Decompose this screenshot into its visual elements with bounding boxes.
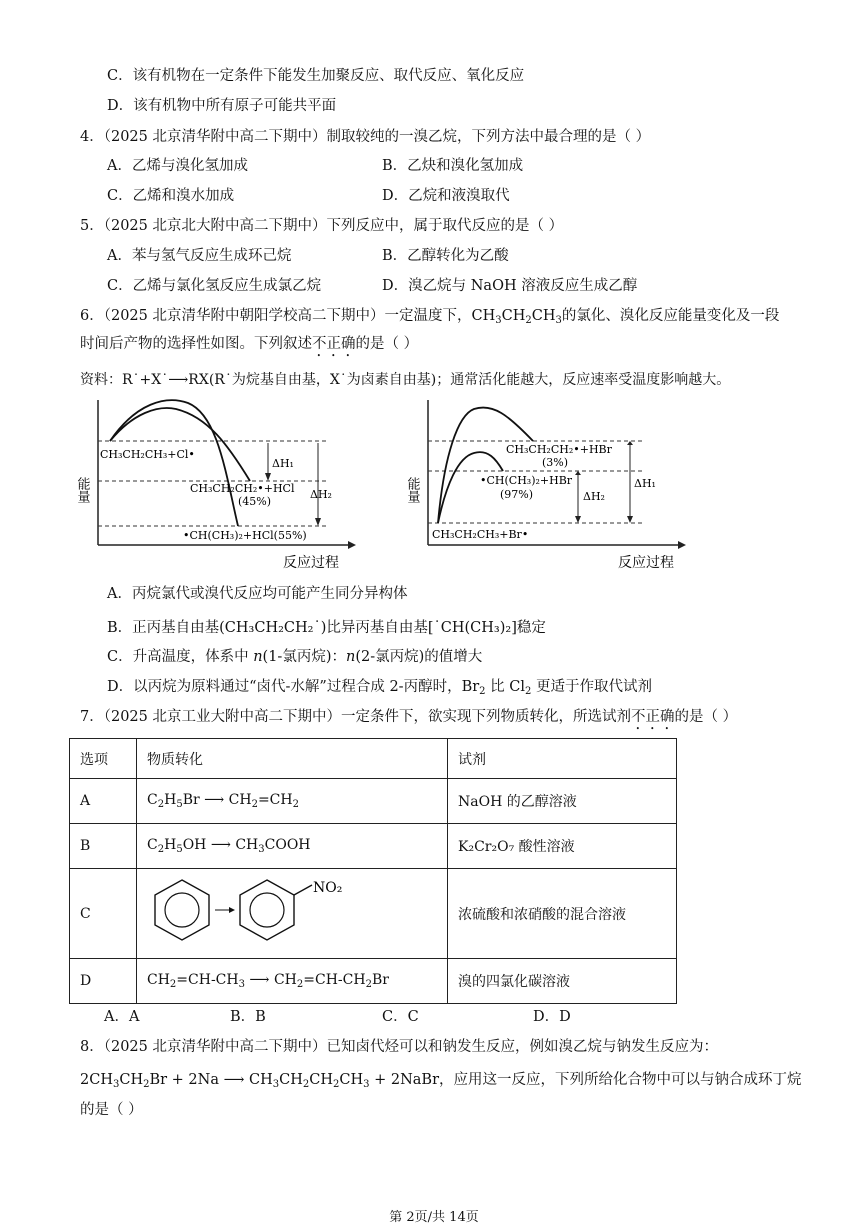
q3-option-d: D．该有机物中所有原子可能共平面	[107, 98, 337, 114]
table-header-option: 选项	[70, 739, 137, 779]
q8-stem-end: 的是（ ）	[80, 1102, 143, 1118]
table-header-reagent: 试剂	[448, 739, 677, 779]
energy-diagram-chlorination	[74, 395, 363, 575]
transform-c	[137, 869, 448, 959]
q4-option-a: A．乙烯与溴化氢加成	[107, 158, 248, 174]
page-footer: 第 2页/共 14页	[389, 1210, 479, 1225]
chart1-prod1-pct: (45%)	[238, 495, 272, 508]
transform-d: $CH_2=CH-CH_3$ ⟶ $CH_2=CH-CH_2Br$	[137, 959, 448, 1004]
q7-stem: 7．（2025 北京工业大附中高二下期中）一定条件下，欲实现下列物质转化，所选试剂不正确的是（ ）	[80, 709, 738, 725]
q5-option-d: D．溴乙烷与 NaOH 溶液反应生成乙醇	[382, 278, 638, 294]
transform-a: $C_2H_5Br$ ⟶ $CH_2=CH_2$	[137, 779, 448, 824]
q7-options-table	[69, 738, 677, 1004]
table-header-row	[70, 739, 677, 779]
q6-stem-line1: 6．（2025 北京清华附中朝阳学校高二下期中）一定温度下，$CH_3CH_2CH_3$的氯化、溴化反应能量变化及一段	[80, 308, 780, 326]
chart1-dh1: ΔH₁	[272, 457, 294, 470]
q6-option-a: A．丙烷氯代或溴代反应均可能产生同分异构体	[107, 586, 408, 602]
q8-equation: $2CH_3CH_2Br + 2Na$ ⟶ $CH_3CH_2CH_2CH_3$ + 2NaBr，应用这一反应，下列所给化合物中可以与钠合成环丁烷	[80, 1072, 802, 1090]
q8-stem: 8．（2025 北京清华附中高二下期中）已知卤代烃可以和钠发生反应，例如溴乙烷与钠发生反应为：	[80, 1039, 718, 1055]
q7-answer-b: B．B	[230, 1009, 266, 1025]
energy-diagram-bromination	[404, 395, 693, 575]
chart2-dh1: ΔH₁	[634, 477, 656, 490]
chart2-ylabel: 能量	[404, 477, 420, 503]
chart1-dh2: ΔH₂	[310, 488, 332, 501]
q7-answer-c: C．C	[382, 1009, 419, 1025]
table-header-transform: 物质转化	[137, 739, 448, 779]
benzene-to-nitrobenzene-diagram	[147, 872, 357, 952]
table-row: A $C_2H_5Br$ ⟶ $CH_2=CH_2$ NaOH 的乙醇溶液	[70, 779, 677, 824]
chart2-xlabel: 反应过程	[618, 555, 674, 571]
chart1-ylabel: 能量	[74, 477, 90, 503]
q5-option-a: A．苯与氢气反应生成环己烷	[107, 248, 292, 264]
table-row: B $C_2H_5OH$ ⟶ $CH_3COOH$ K₂Cr₂O₇ 酸性溶液	[70, 824, 677, 869]
q6-option-c: C．升高温度，体系中 n(1-氯丙烷)：n(2-氯丙烷)的值增大	[107, 649, 483, 665]
q6-stem-line2: 时间后产物的选择性如图。下列叙述不正确的是（ ）	[80, 336, 419, 352]
q3-option-c: C．该有机物在一定条件下能发生加聚反应、取代反应、氧化反应	[107, 68, 525, 84]
q6-option-b: B．正丙基自由基(CH₃CH₂CH₂˙)比异丙基自由基[˙CH(CH₃)₂]稳定	[107, 620, 546, 636]
q7-answer-d: D．D	[533, 1009, 571, 1025]
q5-option-c: C．乙烯与氯化氢反应生成氯乙烷	[107, 278, 322, 294]
chart2-dh2: ΔH₂	[583, 490, 605, 503]
chart1-xlabel: 反应过程	[283, 555, 339, 571]
q7-answer-a: A．A	[104, 1009, 140, 1025]
chart1-start-label: CH₃CH₂CH₃+Cl•	[100, 448, 195, 461]
table-row: C NO₂ 浓硫酸和浓硝酸的混合溶液	[70, 869, 677, 959]
transform-b: $C_2H_5OH$ ⟶ $CH_3COOH$	[137, 824, 448, 869]
q5-stem: 5．（2025 北京北大附中高二下期中）下列反应中，属于取代反应的是（ ）	[80, 218, 564, 234]
q4-stem: 4．（2025 北京清华附中高二下期中）制取较纯的一溴乙烷，下列方法中最合理的是（ ）	[80, 129, 651, 145]
q6-option-d: D．以丙烷为原料通过“卤代-水解”过程合成 2-丙醇时，$Br_2$ 比 $Cl_2$ 更适于作取代试剂	[107, 679, 652, 697]
q4-option-d: D．乙烷和液溴取代	[382, 188, 510, 204]
chart1-prod2-label: •CH(CH₃)₂+HCl(55%)	[183, 529, 307, 542]
q4-option-b: B．乙炔和溴化氢加成	[382, 158, 524, 174]
q6-info: 资料：R˙+X˙⟶RX(R˙为烷基自由基，X˙为卤素自由基)；通常活化能越大，反应速率受温度影响越大。	[80, 372, 731, 388]
chart1-prod1-label: CH₃CH₂CH₂•+HCl	[190, 482, 295, 495]
q4-option-c: C．乙烯和溴水加成	[107, 188, 235, 204]
q5-option-b: B．乙醇转化为乙酸	[382, 248, 509, 264]
chart2-prod2-label: •CH(CH₃)₂+HBr	[480, 474, 573, 487]
chart2-prod1-label: CH₃CH₂CH₂•+HBr	[506, 443, 612, 456]
table-row: D $CH_2=CH-CH_3$ ⟶ $CH_2=CH-CH_2Br$ 溴的四氯化碳溶液	[70, 959, 677, 1004]
chart2-start-label: CH₃CH₂CH₃+Br•	[432, 528, 529, 541]
chart2-prod1-pct: (3%)	[542, 456, 569, 469]
chart2-prod2-pct: (97%)	[500, 488, 534, 501]
nitro-group-label: NO₂	[313, 879, 343, 896]
